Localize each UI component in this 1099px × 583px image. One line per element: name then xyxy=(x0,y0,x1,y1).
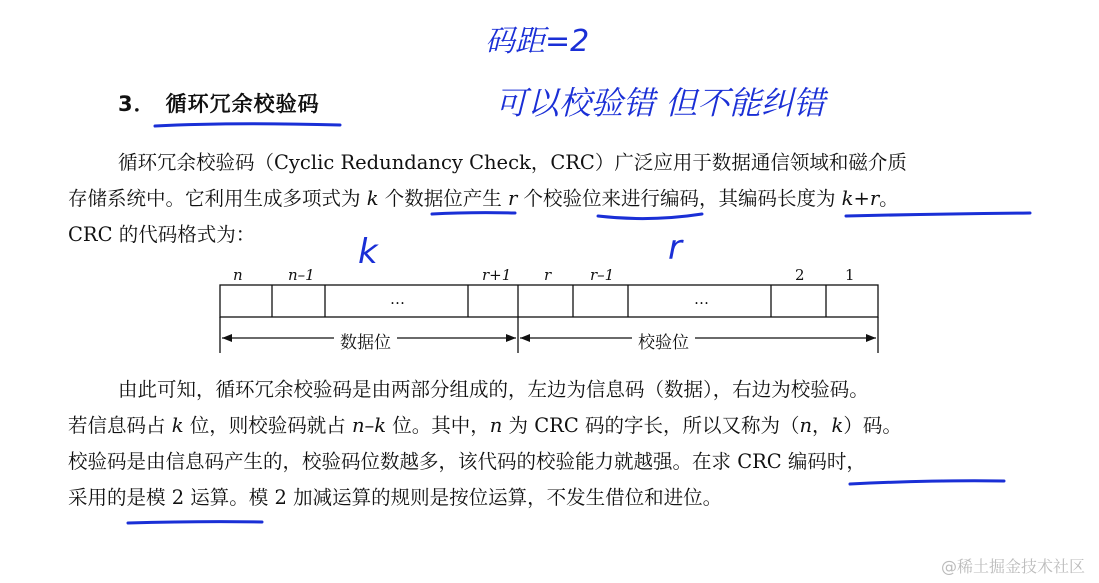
ellipsis-check: … xyxy=(694,290,709,308)
bit-label-2: 2 xyxy=(795,266,805,284)
handwritten-label-r: r xyxy=(668,228,682,268)
handwritten-note-code-distance: 码距=2 xyxy=(485,24,590,59)
para2-line2: 若信息码占 k 位，则校验码就占 n–k 位。其中，n 为 CRC 码的字长，所以又称为（n，k）码。 xyxy=(68,414,902,437)
label-data-bits: 数据位 xyxy=(334,328,397,353)
bit-label-n: n xyxy=(233,266,243,284)
explanation-paragraph xyxy=(68,372,1048,516)
bit-label-r: r xyxy=(544,266,552,284)
ellipsis-data: … xyxy=(390,290,405,308)
handwritten-note-detect-not-correct: 可以校验错 但不能纠错 xyxy=(495,84,826,122)
handwritten-label-k: k xyxy=(358,232,378,272)
bit-label-n-1: n–1 xyxy=(288,266,315,284)
intro-paragraph xyxy=(68,145,1048,253)
underline-mod2 xyxy=(128,522,262,523)
section-title: 循环冗余校验码 xyxy=(165,92,320,116)
section-heading xyxy=(118,88,320,118)
bit-label-r+1: r+1 xyxy=(482,266,512,284)
para2-line3: 校验码是由信息码产生的，校验码位数越多，该代码的校验能力就越强。在求 CRC 编码时， xyxy=(68,450,866,473)
para1-line3: CRC 的代码格式为： xyxy=(68,223,256,246)
bit-label-r-1: r–1 xyxy=(590,266,615,284)
para1-line1: 循环冗余校验码（Cyclic Redundancy Check，CRC）广泛应用于数据通信领域和磁介质 xyxy=(118,151,907,174)
label-check-bits: 校验位 xyxy=(632,328,695,353)
section-number: 3． xyxy=(118,92,156,116)
crc-format-diagram xyxy=(210,258,900,358)
bit-cells xyxy=(210,258,900,358)
para2-line4: 采用的是模 2 运算。模 2 加减运算的规则是按位运算，不发生借位和进位。 xyxy=(68,486,723,509)
bit-label-1: 1 xyxy=(845,266,855,284)
watermark: @稀土掘金技术社区 xyxy=(940,557,1085,576)
para1-line2: 存储系统中。它利用生成多项式为 k 个数据位产生 r 个校验位来进行编码，其编码长度为 k+r。 xyxy=(68,187,899,210)
para2-line1: 由此可知，循环冗余校验码是由两部分组成的，左边为信息码（数据），右边为校验码。 xyxy=(118,378,869,401)
underline-heading xyxy=(155,124,340,126)
